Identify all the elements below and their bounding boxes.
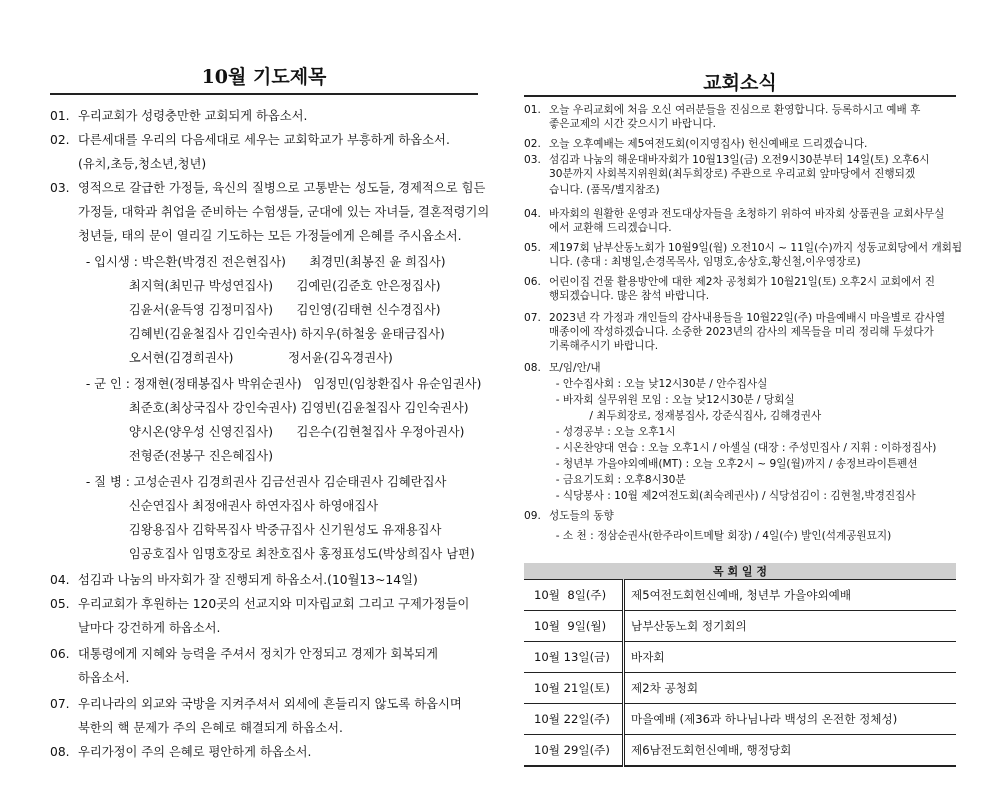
prayer-line — [50, 646, 438, 662]
news-line — [524, 510, 614, 523]
news-line — [524, 326, 934, 339]
prayer-line-text: 청년들, 태의 문이 열리길 기도하는 모든 가정들에게 은혜를 주시옵소서. — [78, 229, 462, 243]
news-line — [524, 442, 936, 455]
news-line-text: 어린이집 건물 활용방안에 대한 제2차 공청회가 10월21일(토) 오후2시 교회에서 진 — [549, 276, 936, 288]
news-line — [524, 208, 944, 221]
prayer-line — [50, 448, 273, 464]
news-line-text: 에서 교환해 드리겠습니다. — [549, 222, 672, 234]
prayer-line-text: 날마다 강건하게 하옵소서. — [78, 621, 221, 635]
news-line — [524, 290, 709, 303]
schedule-date: 10월 29일(주) — [524, 735, 624, 767]
church-news-title: 교회소식 — [703, 72, 777, 94]
news-line-text: 오늘 오후예배는 제5여전도회(이지영집사) 헌신예배로 드리겠습니다. — [549, 138, 868, 150]
prayer-line-text: 다른세대를 우리의 다음세대로 세우는 교회학교가 부흥하게 하옵소서. — [78, 133, 450, 147]
news-line-text: - 시온찬양대 연습 : 오늘 오후1시 / 아셀실 (대장 : 주성민집사 / 지휘 : 이하정집사) — [549, 442, 937, 454]
prayer-line-text: 오서현(김경희권사) 정서윤(김옥경권사) — [78, 351, 393, 365]
news-line — [524, 138, 867, 151]
news-line — [524, 256, 861, 269]
news-line-number: 06. — [524, 276, 541, 288]
news-line-text: 좋은교제의 시간 갖으시기 바랍니다. — [549, 118, 716, 130]
news-line — [524, 362, 601, 375]
prayer-line-text: - 입시생 : 박은환(박경진 전은현집사) 최경민(최봉진 윤 희집사) — [78, 255, 446, 269]
prayer-line-text: 임공호집사 임명호장로 최찬호집사 홍정표성도(박상희집사 남편) — [78, 547, 475, 561]
news-line-text: 섬김과 나눔의 해운대바자회가 10월13일(금) 오전9시30분부터 14일(토) 오후6시 — [549, 154, 930, 166]
news-line-text: 오늘 우리교회에 처음 오신 여러분들을 진심으로 환영합니다. 등록하시고 예배 후 — [549, 104, 921, 116]
news-line — [524, 458, 918, 471]
schedule-header-row — [524, 563, 956, 580]
prayer-line — [50, 620, 220, 636]
news-line-number: 09. — [524, 510, 541, 522]
prayer-line-text: 가정들, 대학과 취업을 준비하는 수험생들, 군대에 있는 자녀들, 결혼적령기의 — [78, 205, 490, 219]
prayer-line — [50, 670, 129, 686]
schedule-event: 남부산동노회 정기회의 — [624, 611, 957, 642]
prayer-line-text: 양시온(양우성 신영진집사) 김은수(김현철집사 우정아권사) — [78, 425, 465, 439]
news-line — [524, 312, 945, 325]
news-line-text: 기록해주시기 바랍니다. — [549, 340, 659, 352]
news-line — [524, 242, 962, 255]
news-line — [524, 168, 915, 181]
news-line-text: 성도들의 동향 — [549, 510, 614, 522]
news-line — [524, 184, 660, 197]
prayer-line-text: (유치,초등,청소년,청년) — [78, 157, 207, 171]
schedule-row — [524, 580, 956, 611]
news-line-text: 바자회의 원활한 운영과 전도대상자들을 초청하기 위하여 바자회 상품권을 교회사무실 — [549, 208, 945, 220]
prayer-line — [50, 720, 343, 736]
prayer-line-text: 북한의 핵 문제가 주의 은혜로 해결되게 하옵소서. — [78, 721, 343, 735]
news-line-number: 04. — [524, 208, 541, 220]
news-title-rule — [524, 95, 956, 97]
prayer-line-text: 최준호(최상국집사 강인숙권사) 김영빈(김윤철집사 김인숙권사) — [78, 401, 469, 415]
prayer-line-text: 최지혁(최민규 박성연집사) 김예린(김준호 안은정집사) — [78, 279, 441, 293]
news-line-text: 행되겠습니다. 많은 참석 바랍니다. — [549, 290, 710, 302]
prayer-line — [50, 350, 393, 366]
schedule-date: 10월 22일(주) — [524, 704, 624, 735]
prayer-line — [50, 596, 469, 612]
prayer-line-text: 김왕용집사 김학목집사 박중규집사 신기원성도 유재용집사 — [78, 523, 442, 537]
news-line-text: - 금요기도회 : 오후8시30분 — [549, 474, 686, 486]
news-line — [524, 474, 686, 487]
news-line — [524, 378, 767, 391]
schedule-event: 제6남전도회헌신예배, 행정당회 — [624, 735, 957, 767]
news-line — [524, 222, 672, 235]
prayer-line — [50, 302, 441, 318]
prayer-line-text: 하옵소서. — [78, 671, 130, 685]
news-line-number: 08. — [524, 362, 541, 374]
prayer-line-number: 02. — [50, 133, 70, 147]
schedule-date: 10월 8일(주) — [524, 580, 624, 611]
news-line — [524, 276, 935, 289]
news-line-text: 매종이에 작성하겠습니다. 소중한 2023년의 감사의 제목들을 미리 정리해 두셨다가 — [549, 326, 934, 338]
prayer-line-number: 05. — [50, 597, 70, 611]
news-line-number: 02. — [524, 138, 541, 150]
prayer-line — [50, 546, 475, 562]
prayer-line-text: 우리교회가 후원하는 120곳의 선교지와 미자립교회 그리고 구제가정들이 — [78, 597, 470, 611]
schedule-row — [524, 735, 956, 767]
news-line — [524, 340, 658, 353]
news-line-text: - 바자회 실무위원 모임 : 오늘 낮12시30분 / 당회실 — [549, 394, 795, 406]
prayer-topics-title: 10월 기도제목 — [201, 66, 327, 88]
prayer-line-text: - 질 병 : 고성순권사 김경희권사 김금선권사 김순태권사 김혜란집사 — [78, 475, 447, 489]
schedule-date: 10월 13일(금) — [524, 642, 624, 673]
prayer-line-text: 우리가정이 주의 은혜로 평안하게 하옵소서. — [78, 745, 312, 759]
prayer-line-number: 07. — [50, 697, 70, 711]
prayer-line-number: 08. — [50, 745, 70, 759]
prayer-line-text: 대통령에게 지혜와 능력을 주셔서 정치가 안정되고 경제가 회복되게 — [78, 647, 438, 661]
prayer-line-text: 전형준(전봉구 진은혜집사) — [78, 449, 273, 463]
prayer-line — [50, 744, 311, 760]
prayer-title-rule — [50, 93, 478, 95]
schedule-event: 바자회 — [624, 642, 957, 673]
schedule-header: 목 회 일 정 — [524, 563, 956, 580]
prayer-line — [50, 696, 462, 712]
news-line — [524, 410, 821, 423]
news-line — [524, 118, 716, 131]
news-line-number: 03. — [524, 154, 541, 166]
schedule-row — [524, 673, 956, 704]
prayer-line-number: 01. — [50, 109, 70, 123]
schedule-date: 10월 9일(월) — [524, 611, 624, 642]
ministry-schedule-table — [524, 563, 956, 767]
prayer-line-text: 우리나라의 외교와 국방을 지켜주셔서 외세에 흔들리지 않도록 하옵시며 — [78, 697, 462, 711]
news-line-text: - 식당봉사 : 10월 제2여전도회(최숙례권사) / 식당섬김이 : 김현철,박경진집사 — [549, 490, 916, 502]
prayer-line-number: 03. — [50, 181, 70, 195]
news-line — [524, 394, 795, 407]
prayer-line — [50, 474, 446, 490]
news-line-number: 07. — [524, 312, 541, 324]
prayer-line — [50, 278, 441, 294]
news-line-text: - 소 천 : 정삼순권사(한주라이트메탈 회장) / 4일(수) 발인(석계공원묘지) — [549, 530, 892, 542]
prayer-line — [50, 108, 307, 124]
news-line-text: 제197회 남부산동노회가 10월9일(월) 오전10시 ~ 11일(수)까지 성동교회당에서 개회됩 — [549, 242, 963, 254]
prayer-line-text: 우리교회가 성령충만한 교회되게 하옵소서. — [78, 109, 308, 123]
news-line — [524, 530, 891, 543]
prayer-line — [50, 180, 485, 196]
schedule-date: 10월 21일(토) — [524, 673, 624, 704]
schedule-event: 제2차 공청회 — [624, 673, 957, 704]
prayer-line-text: 김윤서(윤득영 김정미집사) 김인영(김태현 신수경집사) — [78, 303, 441, 317]
prayer-line-text: 신순연집사 최정애권사 하연자집사 하영애집사 — [78, 499, 379, 513]
news-line-text: - 안수집사회 : 오늘 낮12시30분 / 안수집사실 — [549, 378, 768, 390]
news-line-number: 01. — [524, 104, 541, 116]
prayer-line — [50, 424, 464, 440]
news-line-text: 니다. (총대 : 최병일,손경목목사, 임명호,송상호,황신철,이우영장로) — [549, 256, 861, 268]
prayer-line — [50, 572, 418, 588]
prayer-line — [50, 156, 206, 172]
prayer-line — [50, 498, 378, 514]
prayer-line-text: 섬김과 나눔의 바자회가 잘 진행되게 하옵소서.(10월13~14일) — [78, 573, 418, 587]
prayer-line-text: 김혜빈(김윤철집사 김인숙권사) 하지우(하철웅 윤태금집사) — [78, 327, 445, 341]
prayer-line — [50, 400, 469, 416]
prayer-line — [50, 228, 462, 244]
news-line — [524, 104, 920, 117]
news-line-text: 30분까지 사회복지위원회(최두희장로) 주관으로 우리교회 앞마당에서 진행되겠 — [549, 168, 916, 180]
news-line-text: - 청년부 가을야외예배(MT) : 오늘 오후2시 ~ 9일(월)까지 / 송정브라이튼펜션 — [549, 458, 918, 470]
news-line — [524, 426, 675, 439]
prayer-line — [50, 132, 450, 148]
prayer-line-text: - 군 인 : 정재현(정태봉집사 박위순권사) 임정민(임창환집사 유순임권사) — [78, 377, 482, 391]
prayer-line-text: 영적으로 갈급한 가정들, 육신의 질병으로 고통받는 성도들, 경제적으로 힘든 — [78, 181, 486, 195]
prayer-line — [50, 522, 441, 538]
schedule-row — [524, 704, 956, 735]
prayer-line — [50, 376, 481, 392]
prayer-line-number: 04. — [50, 573, 70, 587]
news-line-text: 습니다. (품목/별지참조) — [549, 184, 660, 196]
news-line — [524, 154, 929, 167]
schedule-event: 제5여전도회헌신예배, 청년부 가을야외예배 — [624, 580, 957, 611]
schedule-row — [524, 611, 956, 642]
prayer-line — [50, 204, 489, 220]
news-line — [524, 490, 916, 503]
prayer-line — [50, 326, 445, 342]
news-line-text: - 성경공부 : 오늘 오후1시 — [549, 426, 676, 438]
schedule-row — [524, 642, 956, 673]
schedule-event: 마을예배 (제36과 하나님나라 백성의 온전한 정체성) — [624, 704, 957, 735]
news-line-text: 모/임/안/내 — [549, 362, 601, 374]
prayer-line-number: 06. — [50, 647, 70, 661]
news-line-number: 05. — [524, 242, 541, 254]
news-line-text: / 최두희장로, 정재봉집사, 강준식집사, 김해경권사 — [549, 410, 822, 422]
prayer-line — [50, 254, 446, 270]
news-line-text: 2023년 각 가정과 개인들의 감사내용들을 10월22일(주) 마을예배시 마을별로 감사열 — [549, 312, 946, 324]
